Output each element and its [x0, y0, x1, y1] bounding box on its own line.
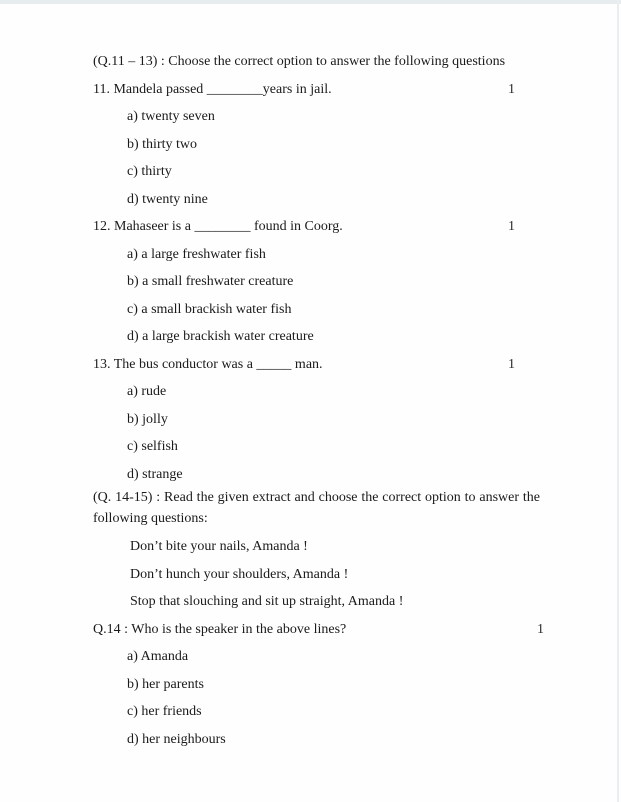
poem-extract [93, 533, 621, 616]
top-edge-strip [0, 0, 621, 4]
question-11-text: 11. Mandela passed ________years in jail. [93, 81, 332, 97]
question-11-option-b: b) thirty two [127, 136, 197, 152]
question-11 [93, 76, 621, 104]
question-14-marks: 1 [537, 621, 544, 637]
extract-line-2: Don’t hunch your shoulders, Amanda ! [130, 566, 349, 582]
question-14-text: Q.14 : Who is the speaker in the above lines? [93, 621, 347, 637]
question-13-marks: 1 [508, 356, 515, 372]
exam-content [93, 48, 621, 753]
question-12-option-d: d) a large brackish water creature [127, 329, 314, 344]
section-14-15-heading-line2: following questions: [93, 510, 208, 526]
question-12-text: 12. Mahaseer is a ________ found in Coorg. [93, 219, 343, 234]
section-14-15-heading [93, 488, 540, 529]
section-14-15-heading-line1: (Q. 14-15) : Read the given extract and choose the correct option to answer the [93, 490, 540, 505]
question-11-option-c: c) thirty [127, 164, 172, 179]
question-12-option-c: c) a small brackish water fish [127, 301, 292, 317]
question-11-marks: 1 [508, 81, 515, 97]
question-13-text: 13. The bus conductor was a _____ man. [93, 356, 323, 372]
question-14-option-b: b) her parents [127, 676, 204, 692]
question-12 [93, 213, 621, 241]
question-12-option-a: a) a large freshwater fish [127, 246, 266, 262]
question-11-option-d: d) twenty nine [127, 191, 208, 207]
question-13-option-a: a) rude [127, 384, 167, 399]
question-14-option-d: d) her neighbours [127, 731, 226, 747]
question-11-option-a: a) twenty seven [127, 109, 215, 124]
question-12-marks: 1 [508, 219, 515, 234]
question-13-option-d: d) strange [127, 466, 183, 482]
question-14-option-a: a) Amanda [127, 649, 189, 664]
question-13 [93, 351, 621, 379]
extract-line-1: Don’t bite your nails, Amanda ! [130, 539, 308, 554]
question-14 [93, 616, 621, 644]
question-13-option-c: c) selfish [127, 439, 178, 454]
extract-line-3: Stop that slouching and sit up straight, Amanda ! [130, 594, 404, 609]
question-12-option-b: b) a small freshwater creature [127, 274, 294, 289]
question-13-option-b: b) jolly [127, 411, 168, 427]
section-11-13-heading: (Q.11 – 13) : Choose the correct option to answer the following questions [93, 54, 506, 69]
question-14-option-c: c) her friends [127, 704, 202, 719]
